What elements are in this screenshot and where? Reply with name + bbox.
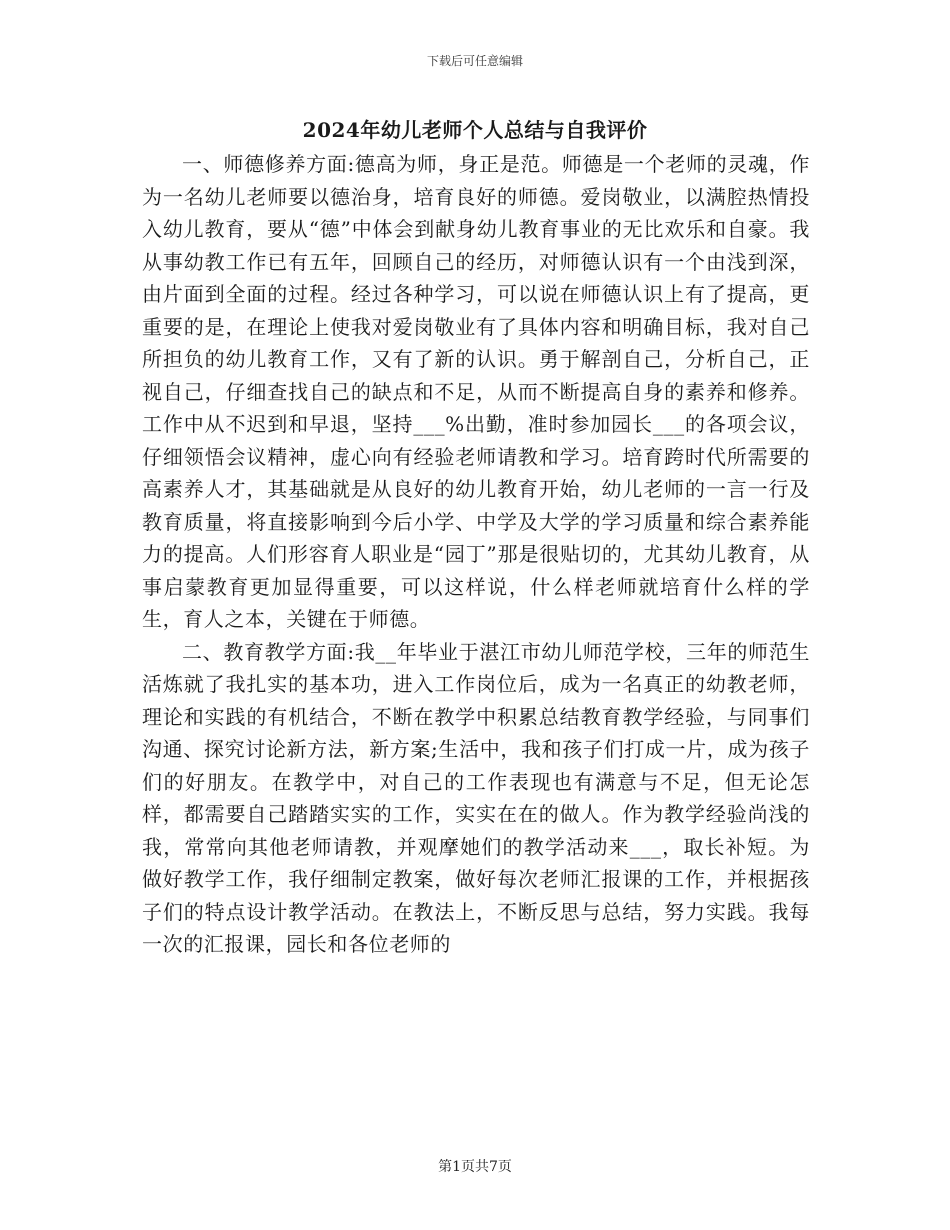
page-number: 第1页共7页 <box>438 1159 512 1175</box>
paragraph-teacher-ethics: 一、师德修养方面:德高为师，身正是范。师德是一个老师的灵魂，作为一名幼儿老师要以德治身，培育良好的师德。爱岗敬业，以满腔热情投入幼儿教育，要从“德”中体会到献身幼儿教育事业的无比欢乐和自豪。我从事幼教工作已有五年，回顾自己的经历，对师德认识有一个由浅到深，由片面到全面的过程。经过各种学习，可以说在师德认识上有了提高，更重要的是，在理论上使我对爱岗敬业有了具体内容和明确目标，我对自己所担负的幼儿教育工作，又有了新的认识。勇于解剖自己，分析自己，正视自己，仔细查找自己的缺点和不足，从而不断提高自身的素养和修养。工作中从不迟到和早退，坚持___%出勤，准时参加园长___的各项会议，仔细领悟会议精神，虚心向有经验老师请教和学习。培育跨时代所需要的高素养人才，其基础就是从良好的幼儿教育开始，幼儿老师的一言一行及教育质量，将直接影响到今后小学、中学及大学的学习质量和综合素养能力的提高。人们形容育人职业是“园丁”那是很贴切的，尤其幼儿教育，从事启蒙教育更加显得重要，可以这样说，什么样老师就培育什么样的学生，育人之本，关键在于师德。 <box>142 152 810 631</box>
paragraph-education-teaching: 二、教育教学方面:我__年毕业于湛江市幼儿师范学校，三年的师范生活炼就了我扎实的基本功，进入工作岗位后，成为一名真正的幼教老师，理论和实践的有机结合，不断在教学中积累总结教育教学经验，与同事们沟通、探究讨论新方法，新方案;生活中，我和孩子们打成一片，成为孩子们的好朋友。在教学中，对自己的工作表现也有满意与不足，但无论怎样，都需要自己踏踏实实的工作，实实在在的做人。作为教学经验尚浅的我，常常向其他老师请教，并观摩她们的教学活动来___，取长补短。为做好教学工作，我仔细制定教案，做好每次老师汇报课的工作，并根据孩子们的特点设计教学活动。在教法上，不断反思与总结，努力实践。我每一次的汇报课，园长和各位老师的 <box>142 639 810 956</box>
document-body <box>142 148 810 961</box>
document-title: 2024年幼儿老师个人总结与自我评价 <box>302 118 648 142</box>
header-note: 下载后可任意编辑 <box>426 54 523 68</box>
